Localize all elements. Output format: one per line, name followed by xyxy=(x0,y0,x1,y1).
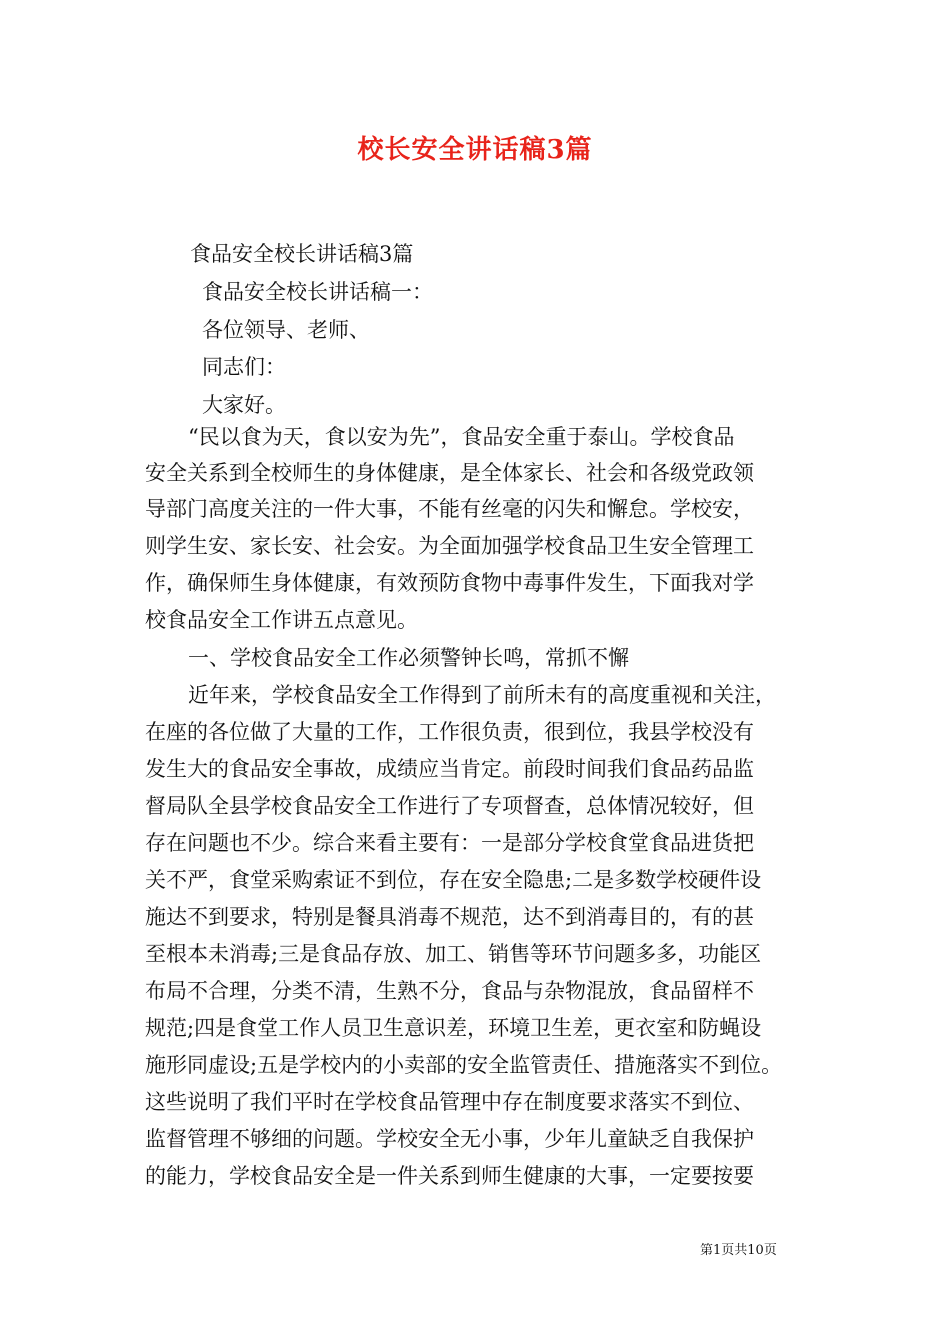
paragraph-line: 发生大的食品安全事故，成绩应当肯定。前段时间我们食品药品监 xyxy=(145,757,754,781)
paragraph-line: 存在问题也不少。综合来看主要有：一是部分学校食堂食品进货把 xyxy=(145,831,754,855)
paragraph-line: 在座的各位做了大量的工作，工作很负责，很到位，我县学校没有 xyxy=(145,720,754,744)
page-number: 第1页共10页 xyxy=(700,1243,777,1258)
paragraph-line: 则学生安、家长安、社会安。为全面加强学校食品卫生安全管理工 xyxy=(145,534,754,558)
paragraph-line: 督局队全县学校食品安全工作进行了专项督查，总体情况较好，但 xyxy=(145,794,754,818)
paragraph-line: 校食品安全工作讲五点意见。 xyxy=(145,608,418,632)
paragraph-line: 至根本未消毒;三是食品存放、加工、销售等环节问题多多，功能区 xyxy=(145,942,762,966)
paragraph-line: 作，确保师生身体健康，有效预防食物中毒事件发生，下面我对学 xyxy=(145,571,754,595)
paragraph-line: 这些说明了我们平时在学校食品管理中存在制度要求落实不到位、 xyxy=(145,1090,754,1114)
paragraph-line: 施达不到要求，特别是餐具消毒不规范，达不到消毒目的，有的甚 xyxy=(145,905,754,929)
paragraph-line: 导部门高度关注的一件大事，不能有丝毫的闪失和懈怠。学校安， xyxy=(145,497,754,521)
paragraph-line: “民以食为天，食以安为先”，食品安全重于泰山。学校食品 xyxy=(188,425,735,449)
paragraph-line: 规范;四是食堂工作人员卫生意识差，环境卫生差，更衣室和防蝇设 xyxy=(145,1016,762,1040)
document-title: 校长安全讲话稿3篇 xyxy=(357,135,593,165)
section-heading: 一、学校食品安全工作必须警钟长鸣，常抓不懈 xyxy=(188,646,629,670)
paragraph-line: 的能力，学校食品安全是一件关系到师生健康的大事，一定要按要 xyxy=(145,1164,754,1188)
paragraph-line: 关不严，食堂采购索证不到位，存在安全隐患;二是多数学校硬件设 xyxy=(145,868,762,892)
speech-heading: 食品安全校长讲话稿一： xyxy=(202,280,433,304)
paragraph-line: 布局不合理，分类不清，生熟不分，食品与杂物混放，食品留样不 xyxy=(145,979,754,1003)
paragraph-line: 监督管理不够细的问题。学校安全无小事，少年儿童缺乏自我保护 xyxy=(145,1127,754,1151)
paragraph-line: 近年来，学校食品安全工作得到了前所未有的高度重视和关注， xyxy=(188,683,776,707)
subtitle-line: 食品安全校长讲话稿3篇 xyxy=(190,242,414,266)
paragraph-line: 施形同虚设;五是学校内的小卖部的安全监管责任、措施落实不到位。 xyxy=(145,1053,783,1077)
salutation-line: 各位领导、老师、 xyxy=(202,318,370,342)
paragraph-line: 安全关系到全校师生的身体健康，是全体家长、社会和各级党政领 xyxy=(145,461,754,485)
greeting-line: 大家好。 xyxy=(202,393,286,417)
salutation-line: 同志们： xyxy=(202,355,286,379)
